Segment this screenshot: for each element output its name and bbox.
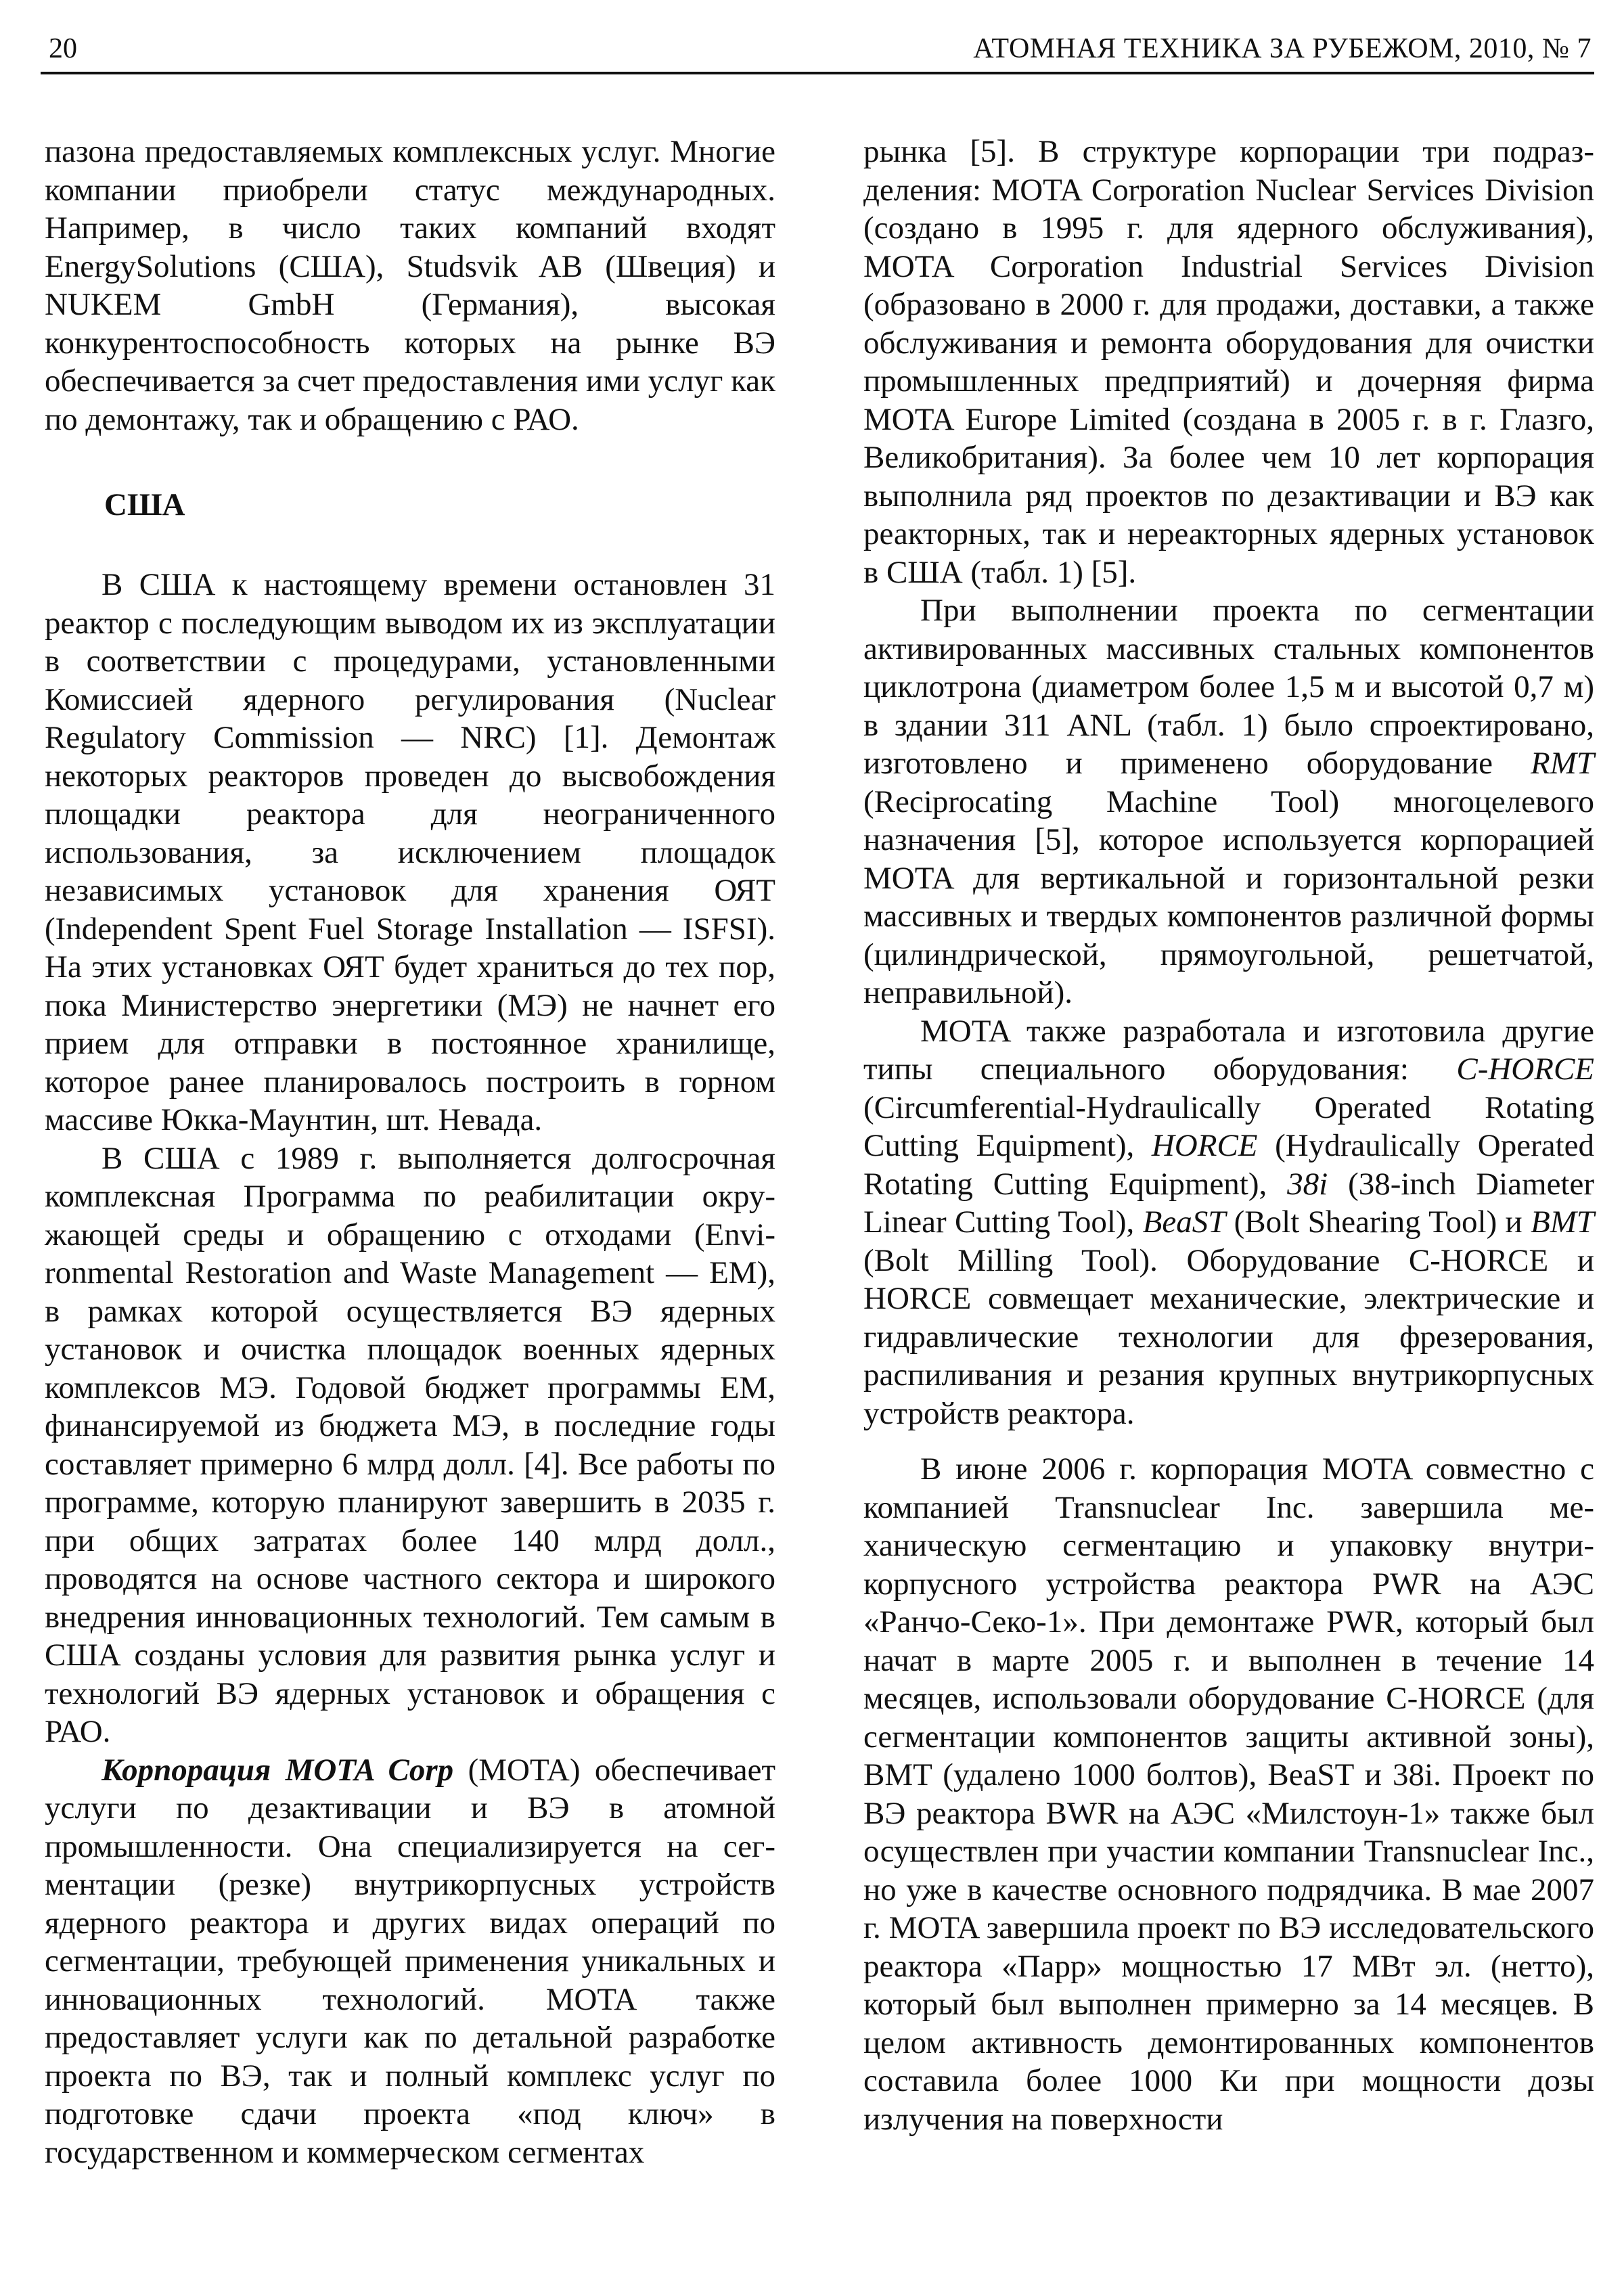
rmt-text-a: При выполнении проекта по сегментации активированных массивных стальных компонентов циклотрона (диаметром более 1,5 м и высотой 0,7 м) в здании 311 ANL (табл. 1) было спроектировано, изготовлено и применено оборудование (863, 593, 1594, 781)
running-head (41, 27, 1594, 74)
equip-text-b: (Circumferential-Hydraulically Operated Rotating Cutting Equipment), (863, 1089, 1594, 1163)
term-38i: 38i (1287, 1166, 1328, 1202)
term-c-horce: C-HORCE (1456, 1052, 1595, 1087)
paragraph-em-program: В США с 1989 г. выполняется долгосрочная комплексная Программа по реабилитации окружающей среды и обращению с отходами (Environmental Restoration and Waste Management — EM), в рамках которой осуществляется ВЭ ядерных установок и очистка площадок военных ядерных комплексов МЭ. Годовой бюджет программы EM, финансируемой из бюджета МЭ, в последние годы составляет примерно 6 млрд долл. [4]. Все работы по программе, которую планируют завершить в 2035 г. при общих затратах более 140 млрд долл., проводятся на основе частного сектора и широкого внедрения инновационных технологий. Тем самым в США созданы условия для развития рынка услуг и технологий ВЭ ядерных установок и обращения с РАО. (45, 1140, 775, 1749)
mota-intro-text: (MOTA) обеспечивает услуги по дезактивации и ВЭ в атомной промышленности. Она специализируется на сегментации (резке) внутрикорпусных устройств ядерного реактора и других видах операций по сегментации, требующей применения уникальных и инновационных технологий. MOTA также предоставляет услуги как по детальной разработке проекта по ВЭ, так и полный комплекс услуг по подготовке сдачи проекта «под ключ» в государственном и коммерческом сегментах (45, 1752, 776, 2170)
paragraph-rmt-equipment (863, 591, 1594, 1012)
equip-text-d: (38-inch Diameter Linear Cutting Tool), (863, 1166, 1594, 1240)
journal-name: АТОМНАЯ ТЕХНИКА ЗА РУБЕЖОМ, 2010, № 7 (973, 33, 1592, 64)
paragraph-mota-divisions: рынка [5]. В структуре корпорации три подразделения: MOTA Corporation Nuclear Services Division (создано в 1995 г. для ядерного обслуживания), MOTA Corporation Industrial Services Division (образовано в 2000 г. для продажи, доставки, а также обслуживания и ремонта оборудования для очистки промышленных предприятий) и дочерняя фирма MOTA Europe Limited (создана в 2005 г. в г. Глазго, Великобритания). За более чем 10 лет корпорация выполнила ряд проектов по дезактивации и ВЭ как реакторных, так и нереакторных ядерных установок в США (табл. 1) [5]. (863, 134, 1594, 590)
term-horce: HORCE (1151, 1128, 1258, 1163)
left-column (45, 133, 775, 2171)
mota-corp-name: Корпорация MOTA Corp (102, 1752, 454, 1788)
page-number: 20 (49, 33, 77, 64)
equip-text-e: (Bolt Shearing Tool) и (1234, 1204, 1522, 1240)
equip-text-a: MOTA также разработала и изготовила другие типы специального оборудования: (863, 1013, 1594, 1087)
term-bmt: BMT (1531, 1204, 1595, 1240)
term-beast: BeaST (1142, 1204, 1226, 1240)
paragraph-special-equipment (863, 1012, 1594, 1433)
right-column (863, 133, 1594, 2138)
paragraph-usa-reactors: В США к настоящему времени остановлен 31 реактор с последующим выводом их из эксплуатации в соответствии с процедурами, установленными Комиссией ядерного регулирования (Nuclear Regulatory Commission — NRC) [1]. Демонтаж некоторых реакторов проведен до высвобождения площадки реактора для неограниченного использования, за исключением площадок независимых установок для хранения ОЯТ (Independent Spent Fuel Storage Installation — ISFSI). На этих установках ОЯТ будет храниться до тех пор, пока Министерство энергетики (МЭ) не начнет его прием для отправки в постоянное хранилище, которое ранее планировалось построить в горном массиве Юкка-Маунтин, шт. Невада. (45, 567, 775, 1137)
section-heading-usa: США (104, 487, 185, 522)
equip-text-c: (Hydraulically Operated Rotating Cutting Equipment), (863, 1128, 1594, 1202)
paragraph-mota-intro (45, 1751, 775, 2172)
paragraph-projects-2006-2007: В июне 2006 г. корпорация MOTA совместно с компанией Transnuclear Inc. завершила механическую сегментацию и упаковку внутрикорпусного устройства реактора PWR на АЭС «Ранчо-Секо-1». При демонтаже PWR, который был начат в марте 2005 г. и выполнен в течение 14 месяцев, использовали оборудование C-HORCE (для сегментации компонентов защиты активной зоны), BMT (удалено 1000 болтов), BeaST и 38i. Проект по ВЭ реактора BWR на АЭС «Милстоун-1» также был осуществлен при участии компании Transnuclear Inc., но уже в качестве основного подрядчика. В мае 2007 г. MOTA завершила проект по ВЭ исследовательского реактора «Парр» мощностью 17 МВт эл. (нетто), который был выполнен примерно за 14 месяцев. В целом активность демонтированных компонентов составила более 1000 Ки при мощности дозы излучения на поверхности (863, 1451, 1594, 2137)
equip-text-f: (Bolt Milling Tool). Оборудование C-HORCE и HORCE совмещает механические, электрические и гидравлические технологии для фрезерования, распиливания и резания крупных внутрикорпусных устройств реактора. (863, 1242, 1594, 1431)
paragraph-services-continuation: пазона предоставляемых комплексных услуг. Многие компании приобрели статус международных. Например, в число таких компаний входят EnergySolutions (США), Studsvik AB (Швеция) и NUKEM GmbH (Германия), высокая конкурентоспособность которых на рынке ВЭ обеспечивается за счет предоставления ими услуг как по демонтажу, так и обращению с РАО. (45, 134, 775, 437)
rmt-text-b: (Reciprocating Machine Tool) многоцелевого назначения [5], которое используется корпорацией MOTA для вертикальной и горизонтальной резки массивных и твердых компонентов различной формы (цилиндрической, прямоугольной, решетчатой, неправильной). (863, 784, 1594, 1010)
term-rmt: RMT (1531, 746, 1594, 781)
